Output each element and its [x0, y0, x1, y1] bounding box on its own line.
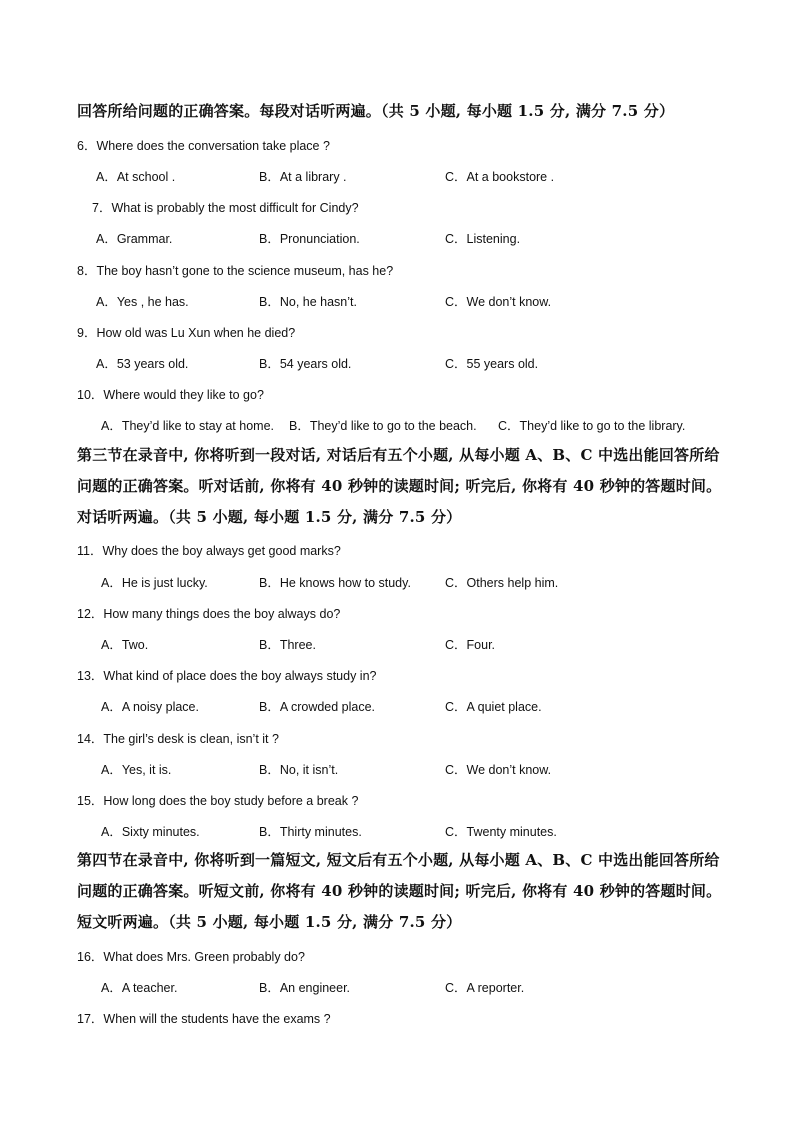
option-10b: B．They’d like to go to the beach.	[289, 419, 477, 433]
option-6a: A．At school .	[96, 170, 176, 184]
question-16: 16．What does Mrs. Green probably do?	[77, 950, 305, 964]
option-11b: B．He knows how to study.	[259, 576, 411, 590]
option-14c: C．We don’t know.	[445, 763, 552, 777]
question-6: 6．Where does the conversation take place ?	[77, 139, 330, 153]
option-15c: C．Twenty minutes.	[445, 825, 557, 839]
option-7b: B．Pronunciation.	[259, 232, 360, 246]
option-11c: C．Others help him.	[445, 576, 559, 590]
option-12a: A．Two.	[101, 638, 149, 652]
question-15: 15．How long does the boy study before a break ?	[77, 794, 359, 808]
option-13c: C．A quiet place.	[445, 700, 542, 714]
question-12: 12．How many things does the boy always do?	[77, 607, 341, 621]
option-16b: B．An engineer.	[259, 981, 351, 995]
option-16a: A．A teacher.	[101, 981, 178, 995]
option-8c: C．We don’t know.	[445, 295, 552, 309]
option-16c: C．A reporter.	[445, 981, 525, 995]
option-15a: A．Sixty minutes.	[101, 825, 200, 839]
option-11a: A．He is just lucky.	[101, 576, 208, 590]
question-10: 10．Where would they like to go?	[77, 388, 264, 402]
question-14: 14．The girl’s desk is clean, isn’t it ?	[77, 732, 279, 746]
option-13a: A．A noisy place.	[101, 700, 199, 714]
section2-instruction-tail: 回答所给问题的正确答案。每段对话听两遍。（共 5 小题, 每小题 1.5 分, 满分 7.5 分）	[77, 102, 675, 120]
option-15b: B．Thirty minutes.	[259, 825, 362, 839]
option-9b: B．54 years old.	[259, 357, 352, 371]
option-6b: B．At a library .	[259, 170, 347, 184]
option-14b: B．No, it isn’t.	[259, 763, 339, 777]
question-13: 13．What kind of place does the boy always study in?	[77, 669, 377, 683]
option-8a: A．Yes , he has.	[96, 295, 189, 309]
option-12b: B．Three.	[259, 638, 316, 652]
option-9a: A．53 years old.	[96, 357, 189, 371]
question-8: 8．The boy hasn’t gone to the science museum, has he?	[77, 264, 394, 278]
question-17: 17．When will the students have the exams ?	[77, 1012, 331, 1026]
section3-instruction: 第三节在录音中, 你将听到一段对话, 对话后有五个小题, 从每小题 A、B、C 中选出能回答所给问题的正确答案。听对话前, 你将有 40 秒钟的读题时间; 听完后, 你将有 40 秒钟的答题时间。对话听两遍。（共 5 小题, 每小题 1.5 分, 满分 7.5 分）	[77, 446, 722, 526]
question-11: 11．Why does the boy always get good marks?	[77, 544, 341, 558]
section4-instruction: 第四节在录音中, 你将听到一篇短文, 短文后有五个小题, 从每小题 A、B、C 中选出能回答所给问题的正确答案。听短文前, 你将有 40 秒钟的读题时间; 听完后, 你将有 40 秒钟的答题时间。短文听两遍。（共 5 小题, 每小题 1.5 分, 满分 7.5 分）	[77, 851, 722, 931]
option-7c: C．Listening.	[445, 232, 521, 246]
option-7a: A．Grammar.	[96, 232, 173, 246]
option-14a: A．Yes, it is.	[101, 763, 172, 777]
option-10c: C．They’d like to go to the library.	[498, 419, 686, 433]
question-7: 7．What is probably the most difficult for Cindy?	[92, 201, 359, 215]
option-13b: B．A crowded place.	[259, 700, 376, 714]
option-12c: C．Four.	[445, 638, 496, 652]
option-9c: C．55 years old.	[445, 357, 539, 371]
option-6c: C．At a bookstore .	[445, 170, 555, 184]
question-9: 9．How old was Lu Xun when he died?	[77, 326, 296, 340]
option-8b: B．No, he hasn’t.	[259, 295, 357, 309]
option-10a: A．They’d like to stay at home.	[101, 419, 274, 433]
